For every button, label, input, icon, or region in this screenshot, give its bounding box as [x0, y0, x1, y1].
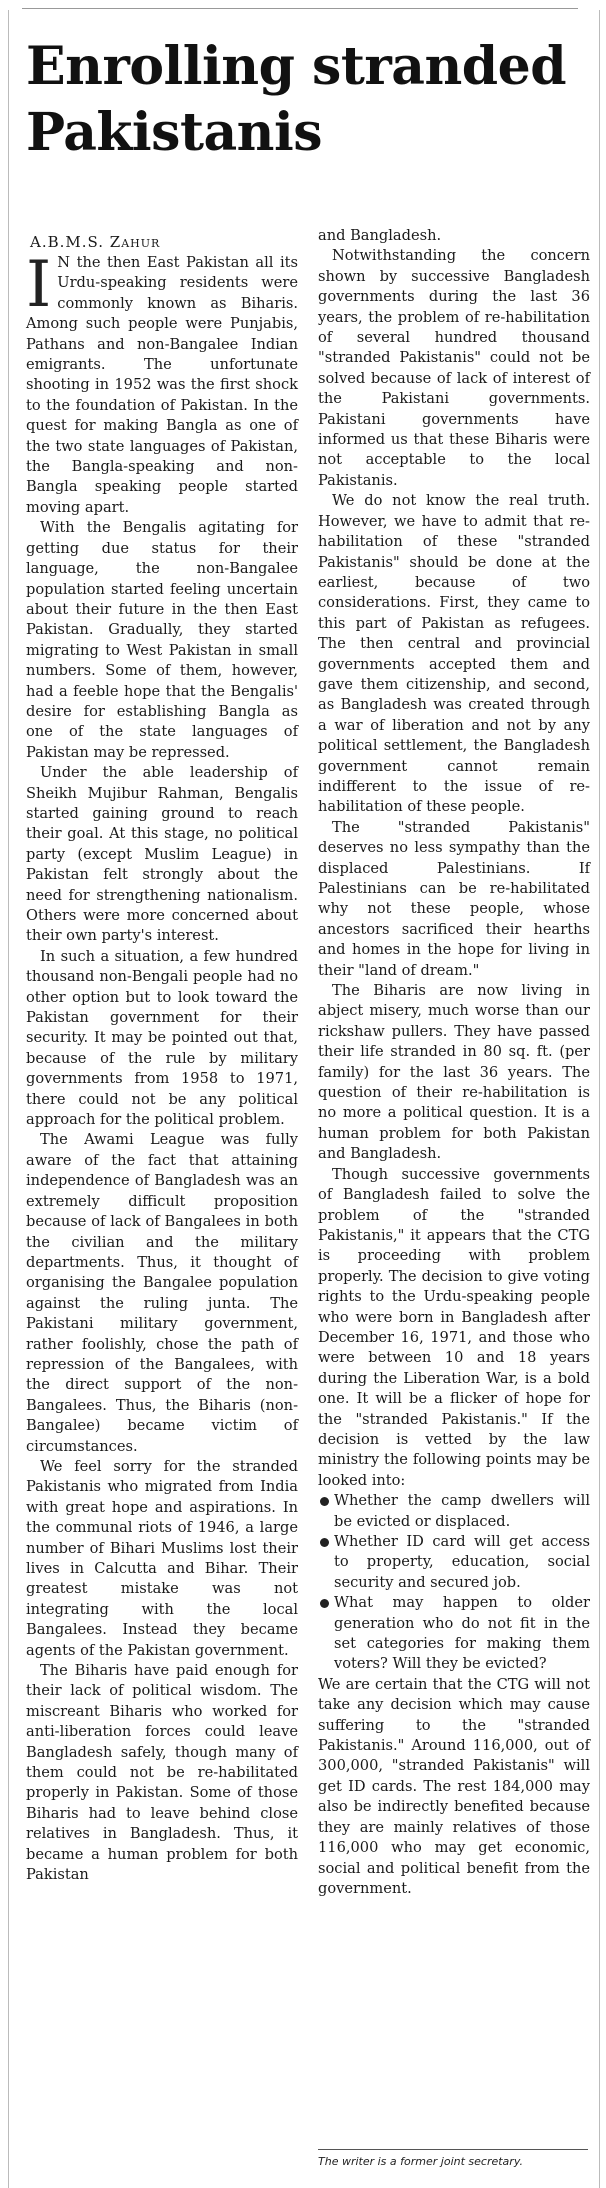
bullet-icon — [320, 1538, 329, 1547]
paragraph-5: The Awami League was fully aware of the fact that attaining independence of Bangladesh was an extremely difficult proposition because of lack of Bangalees in both the civilian and the military departments. Thus, it thought of organising the Bangalee population against the ruling junta. The Pakistani military government, rather foolishly, chose the path of repression of the Bangalees, with the direct support of the non-Bangalees. Thus, the Biharis (non-Bangalee) became victim of circumstances. — [26, 1131, 298, 1455]
paragraph-3: Under the able leadership of Sheikh Mujibur Rahman, Bengalis started gaining ground to reach their goal. At this stage, no political party (except Muslim League) in Pakistan felt strongly about the need for strengthening nationalism. Others were more concerned about their own party's interest. — [26, 764, 298, 945]
paragraph-6: We feel sorry for the stranded Pakistanis who migrated from India with great hope and aspirations. In the communal riots of 1946, a large number of Bihari Muslims lost their lives in Calcutta and Bihar. Their greatest mistake was not integrating with the local Bangalees. Instead they became agents of the Pakistan government. — [26, 1457, 298, 1659]
list-item: What may happen to older generation who do not fit in the set categories for making them voters? Will they be evicted? — [318, 1593, 590, 1675]
paragraph-9: We do not know the real truth. However, we have to admit that re-habilitation of these "stranded Pakistanis" should be done at the earliest, because of two considerations. First, they came to this part of Pakistan as refugees. The then central and provincial governments accepted them and gave them citizenship, and second, as Bangladesh was created through a war of liberation and not by any political settlement, the Bangladesh government cannot remain indifferent to the issue of re-habilitation of these people. — [318, 492, 590, 816]
paragraph-4: In such a situation, a few hundred thousand non-Bengali people had no other option but to look toward the Pakistan government for their security. It may be pointed out that, because of the rule by military governments from 1958 to 1971, there could not be any political approach for the political problem. — [26, 947, 298, 1129]
paragraph-2: With the Bengalis agitating for getting due status for their language, the non-Bangalee population started feeling uncertain about their future in the then East Pakistan. Gradually, they started migrating to West Pakistan in small numbers. Some of them, however, had a feeble hope that the Bengalis' desire for establishing Bangla as one of the state languages of Pakistan may be repressed. — [26, 519, 298, 761]
list-item: Whether ID card will get access to property, education, social security and secured job. — [318, 1532, 590, 1593]
headline: Enrolling stranded Pakistanis — [26, 36, 567, 163]
bullet-icon — [320, 1599, 329, 1608]
author-footnote: The writer is a former joint secretary. — [318, 2155, 523, 2168]
drop-cap: I — [26, 248, 52, 322]
left-column-rule — [8, 10, 9, 2188]
paragraph-11: The Biharis are now living in abject misery, much worse than our rickshaw pullers. They have passed their life stranded in 80 sq. ft. (per family) for the last 36 years. The question of their re-habilitation is no more a political question. It is a human problem for both Pakistan and Bangladesh. — [318, 982, 590, 1163]
byline: A.B.M.S. Zahur — [30, 233, 161, 251]
list-item: Whether the camp dwellers will be evicted or displaced. — [318, 1491, 590, 1532]
right-column-rule — [599, 10, 600, 2188]
bullet-list — [318, 1491, 590, 1675]
article-column-2 — [318, 226, 590, 1899]
footnote-rule — [318, 2149, 588, 2150]
paragraph-continued: and Bangladesh. — [318, 227, 442, 244]
article-column-1 — [26, 248, 298, 1886]
paragraph-12: Though successive governments of Bangladesh failed to solve the problem of the "stranded Pakistanis," it appears that the CTG is proceeding with problem properly. The decision to give voting rights to the Urdu-speaking people who were born in Bangladesh after December 16, 1971, and those who were between 10 and 18 years during the Liberation War, is a bold one. It will be a flicker of hope for the "stranded Pakistanis." If the decision is vetted by the law ministry the following points may be looked into: — [318, 1165, 590, 1489]
closing-paragraph: We are certain that the CTG will not take any decision which may cause suffering to the "stranded Pakistanis." Around 116,000, out of 300,000, "stranded Pakistanis" will get ID cards. The rest 184,000 may also be indirectly benefited because they are mainly relatives of those 116,000 who may get economic, social and political benefit from the government. — [318, 1675, 590, 1897]
paragraph-1: I N the then East Pakistan all its Urdu-speaking residents were commonly known as Biharis. Among such people were Punjabis, Pathans and non-Bangalee Indian emigrants. The unfortunate shooting in 1952 was the first shock to the foundation of Pakistan. In the quest for making Bangla as one of the two state languages of Pakistan, the Bangla-speaking and non-Bangla speaking people started moving apart. — [26, 248, 298, 516]
paragraph-10: The "stranded Pakistanis" deserves no less sympathy than the displaced Palestinians. If Palestinians can be re-habilitated why not these people, whose ancestors sacrificed their hearths and homes in the hope for living in their "land of dream." — [318, 818, 590, 979]
paragraph-7: The Biharis have paid enough for their lack of political wisdom. The miscreant Biharis who worked for anti-liberation forces could leave Bangladesh safely, though many of them could not be re-habilitated properly in Pakistan. Some of those Biharis had to leave behind close relatives in Bangladesh. Thus, it became a human problem for both Pakistan — [26, 1662, 298, 1884]
top-rule — [22, 8, 578, 9]
paragraph-8: Notwithstanding the concern shown by successive Bangladesh governments during the last 36 years, the problem of re-habilitation of several hundred thousand "stranded Pakistanis" could not be solved because of lack of interest of the Pakistani governments. Pakistani governments have informed us that these Biharis were not acceptable to the local Pakistanis. — [318, 247, 590, 489]
bullet-icon — [320, 1497, 329, 1506]
